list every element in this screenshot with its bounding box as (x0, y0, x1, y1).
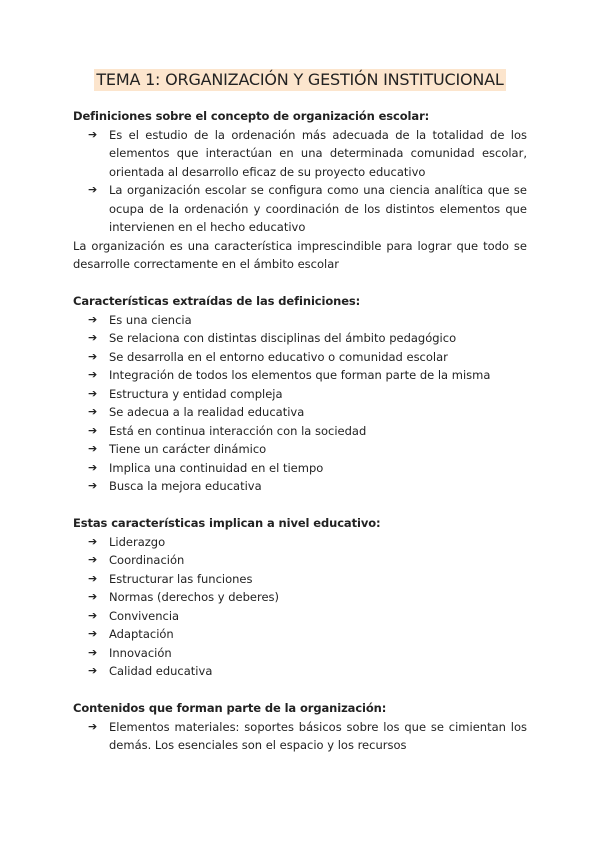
arrow-icon: ➔ (88, 127, 98, 141)
list-item-text: Es una ciencia (109, 312, 192, 327)
arrow-icon: ➔ (88, 312, 98, 326)
arrow-icon: ➔ (88, 627, 98, 640)
section-heading: Estas características implican a nivel educativo: (73, 516, 381, 530)
bullet-list (73, 533, 527, 681)
list-item-text: Tiene un carácter dinámico (109, 442, 267, 456)
section-heading: Definiciones sobre el concepto de organización escolar: (73, 109, 430, 123)
bullet-list (73, 126, 527, 237)
list-item (73, 570, 527, 589)
list-item-text: Coordinación (109, 553, 185, 567)
list-item (73, 126, 527, 182)
list-item-text: Adaptación (109, 627, 174, 641)
list-item (73, 385, 527, 404)
list-item (73, 644, 527, 663)
list-item (73, 625, 527, 644)
list-item (73, 459, 527, 478)
list-item-text: Se desarrolla en el entorno educativo o comunidad escolar (109, 349, 448, 364)
list-item-text: Se relaciona con distintas disciplinas del ámbito pedagógico (109, 331, 457, 345)
list-item (73, 422, 527, 441)
arrow-icon: ➔ (88, 590, 98, 603)
arrow-icon: ➔ (88, 719, 98, 733)
list-item (73, 477, 527, 496)
arrow-icon: ➔ (88, 423, 98, 437)
section-heading: Contenidos que forman parte de la organización: (73, 701, 387, 715)
list-item (73, 329, 527, 348)
document-body (73, 107, 527, 755)
list-item-text: Liderazgo (109, 534, 166, 549)
bullet-list (73, 718, 527, 755)
arrow-icon: ➔ (88, 460, 98, 474)
list-item (73, 662, 527, 681)
arrow-icon: ➔ (88, 664, 98, 677)
list-item-text: Se adecua a la realidad educativa (109, 405, 305, 419)
list-item (73, 551, 527, 570)
bullet-list (73, 311, 527, 496)
list-item-text: Busca la mejora educativa (109, 479, 262, 493)
list-item-text: Implica una continuidad en el tiempo (109, 460, 324, 475)
list-item-text: Estructurar las funciones (109, 571, 253, 586)
list-item-text: Está en continua interacción con la sociedad (109, 423, 367, 438)
arrow-icon: ➔ (88, 331, 98, 344)
arrow-icon: ➔ (88, 405, 98, 418)
list-item (73, 533, 527, 552)
section-caracteristicas (73, 292, 527, 496)
list-item-text: Integración de todos los elementos que forman parte de la misma (109, 368, 491, 382)
title-block (0, 69, 600, 91)
list-item-text: Calidad educativa (109, 664, 213, 678)
paragraph: La organización es una característica imprescindible para lograr que todo se desarrolle correctamente en el ámbito escolar (73, 238, 527, 271)
section-contenidos (73, 699, 527, 755)
arrow-icon: ➔ (88, 553, 98, 566)
section-implicaciones (73, 514, 527, 681)
list-item-text: Elementos materiales: soportes básicos sobre los que se cimientan los demás. Los esenciales son el espacio y los recursos (109, 719, 527, 752)
arrow-icon: ➔ (88, 386, 98, 400)
list-item (73, 718, 527, 755)
list-item (73, 366, 527, 385)
list-item-text: Normas (derechos y deberes) (109, 590, 280, 604)
list-item (73, 440, 527, 459)
list-item (73, 181, 527, 237)
arrow-icon: ➔ (88, 442, 98, 455)
list-item-text: Innovación (109, 645, 172, 660)
list-item (73, 588, 527, 607)
arrow-icon: ➔ (88, 534, 98, 548)
section-definiciones (73, 107, 527, 274)
list-item-text: Estructura y entidad compleja (109, 386, 283, 401)
arrow-icon: ➔ (88, 368, 98, 381)
list-item-text: Convivencia (109, 608, 180, 623)
arrow-icon: ➔ (88, 479, 98, 492)
list-item-text: Es el estudio de la ordenación más adecuada de la totalidad de los elementos que interactúan en una determinada comunidad escolar, orientada al desarrollo eficaz de su proyecto educativo (109, 127, 527, 179)
arrow-icon: ➔ (88, 571, 98, 585)
list-item (73, 348, 527, 367)
arrow-icon: ➔ (88, 349, 98, 363)
page-title: TEMA 1: ORGANIZACIÓN Y GESTIÓN INSTITUCIONAL (96, 70, 504, 89)
arrow-icon: ➔ (88, 608, 98, 622)
list-item (73, 403, 527, 422)
arrow-icon: ➔ (88, 183, 98, 196)
arrow-icon: ➔ (88, 645, 98, 659)
list-item (73, 311, 527, 330)
section-heading: Características extraídas de las definiciones: (73, 294, 361, 308)
list-item-text: La organización escolar se configura como una ciencia analítica que se ocupa de la ordenación y coordinación de los distintos elementos que intervienen en el hecho educativo (109, 183, 527, 234)
list-item (73, 607, 527, 626)
